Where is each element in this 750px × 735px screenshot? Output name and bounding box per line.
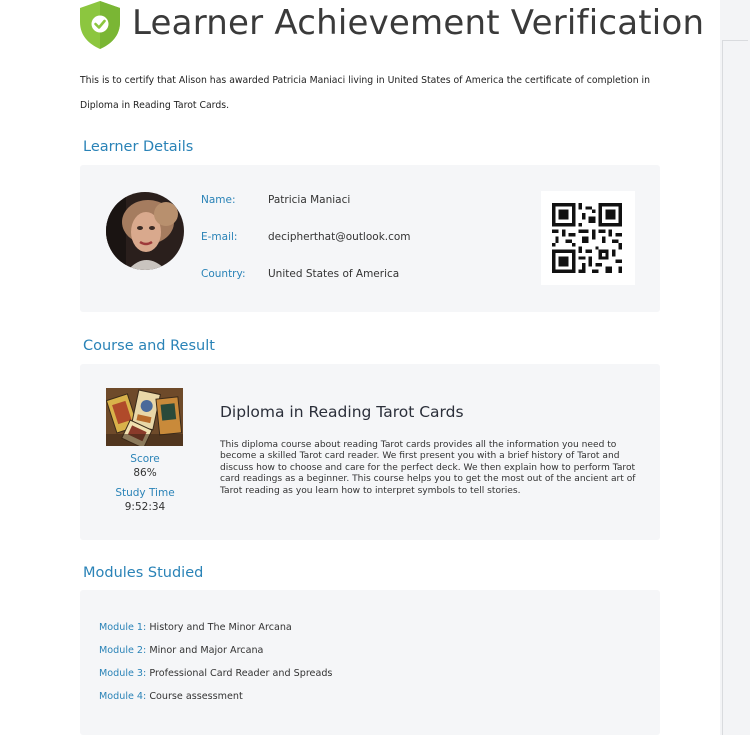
learner-details-card: [80, 165, 660, 312]
learner-email: decipherthat@outlook.com: [268, 231, 411, 243]
module-title: Minor and Major Arcana: [149, 645, 264, 656]
margin-divider: [722, 40, 723, 735]
score-value: 86%: [133, 467, 157, 479]
learner-country-row: [201, 268, 399, 280]
module-item: [99, 691, 243, 702]
module-item: [99, 668, 332, 679]
module-item: [99, 645, 263, 656]
course-name: Diploma in Reading Tarot Cards: [220, 403, 464, 421]
module-number: Module 3:: [99, 668, 147, 679]
learner-country: United States of America: [268, 268, 400, 280]
tarot-cards-image: [106, 388, 183, 446]
study-time-value: 9:52:34: [124, 501, 166, 513]
course-image: [106, 388, 183, 446]
module-item: [99, 622, 292, 633]
course-result-card: [80, 364, 660, 540]
email-label: E-mail:: [201, 231, 238, 243]
module-number: Module 2:: [99, 645, 147, 656]
score-label: Score: [130, 453, 160, 465]
shield-check-icon: [78, 0, 122, 50]
name-label: Name:: [201, 194, 236, 206]
study-time-label: Study Time: [115, 487, 175, 499]
module-title: Course assessment: [149, 691, 243, 702]
page-margin: [720, 0, 750, 735]
qr-code-icon: [551, 203, 623, 273]
module-title: Professional Card Reader and Spreads: [149, 668, 333, 679]
qr-code: [541, 191, 635, 285]
module-title: History and The Minor Arcana: [149, 622, 292, 633]
learner-email-row: [201, 231, 411, 243]
certification-statement: [80, 68, 680, 118]
module-number: Module 4:: [99, 691, 147, 702]
page-title: Learner Achievement Verification: [132, 3, 705, 43]
avatar-photo: [106, 192, 184, 270]
country-label: Country:: [201, 268, 246, 280]
margin-tick: [722, 40, 748, 41]
certification-line-1: This is to certify that Alison has awarded Patricia Maniaci living in United States of America the certificate of completion in: [80, 75, 651, 86]
module-number: Module 1:: [99, 622, 147, 633]
certification-line-2: Diploma in Reading Tarot Cards.: [80, 100, 230, 111]
learner-name-row: [201, 194, 350, 206]
course-description: This diploma course about reading Tarot cards provides all the information you need to become a skilled Tarot card reader. We first present you with a brief history of Tarot and discuss how to choose and care for the perfect deck. We then explain how to perform Tarot card readings as a beginner. This course helps you to get the most out of the ancient art of Tarot reading as you learn how to interpret symbols to tell stories.: [220, 440, 636, 496]
header: [78, 0, 718, 52]
learner-details-heading: Learner Details: [83, 139, 194, 155]
learner-name: Patricia Maniaci: [268, 194, 351, 206]
modules-heading: Modules Studied: [83, 565, 204, 581]
modules-card: [80, 590, 660, 735]
avatar: [106, 192, 184, 270]
course-result-heading: Course and Result: [83, 338, 215, 354]
